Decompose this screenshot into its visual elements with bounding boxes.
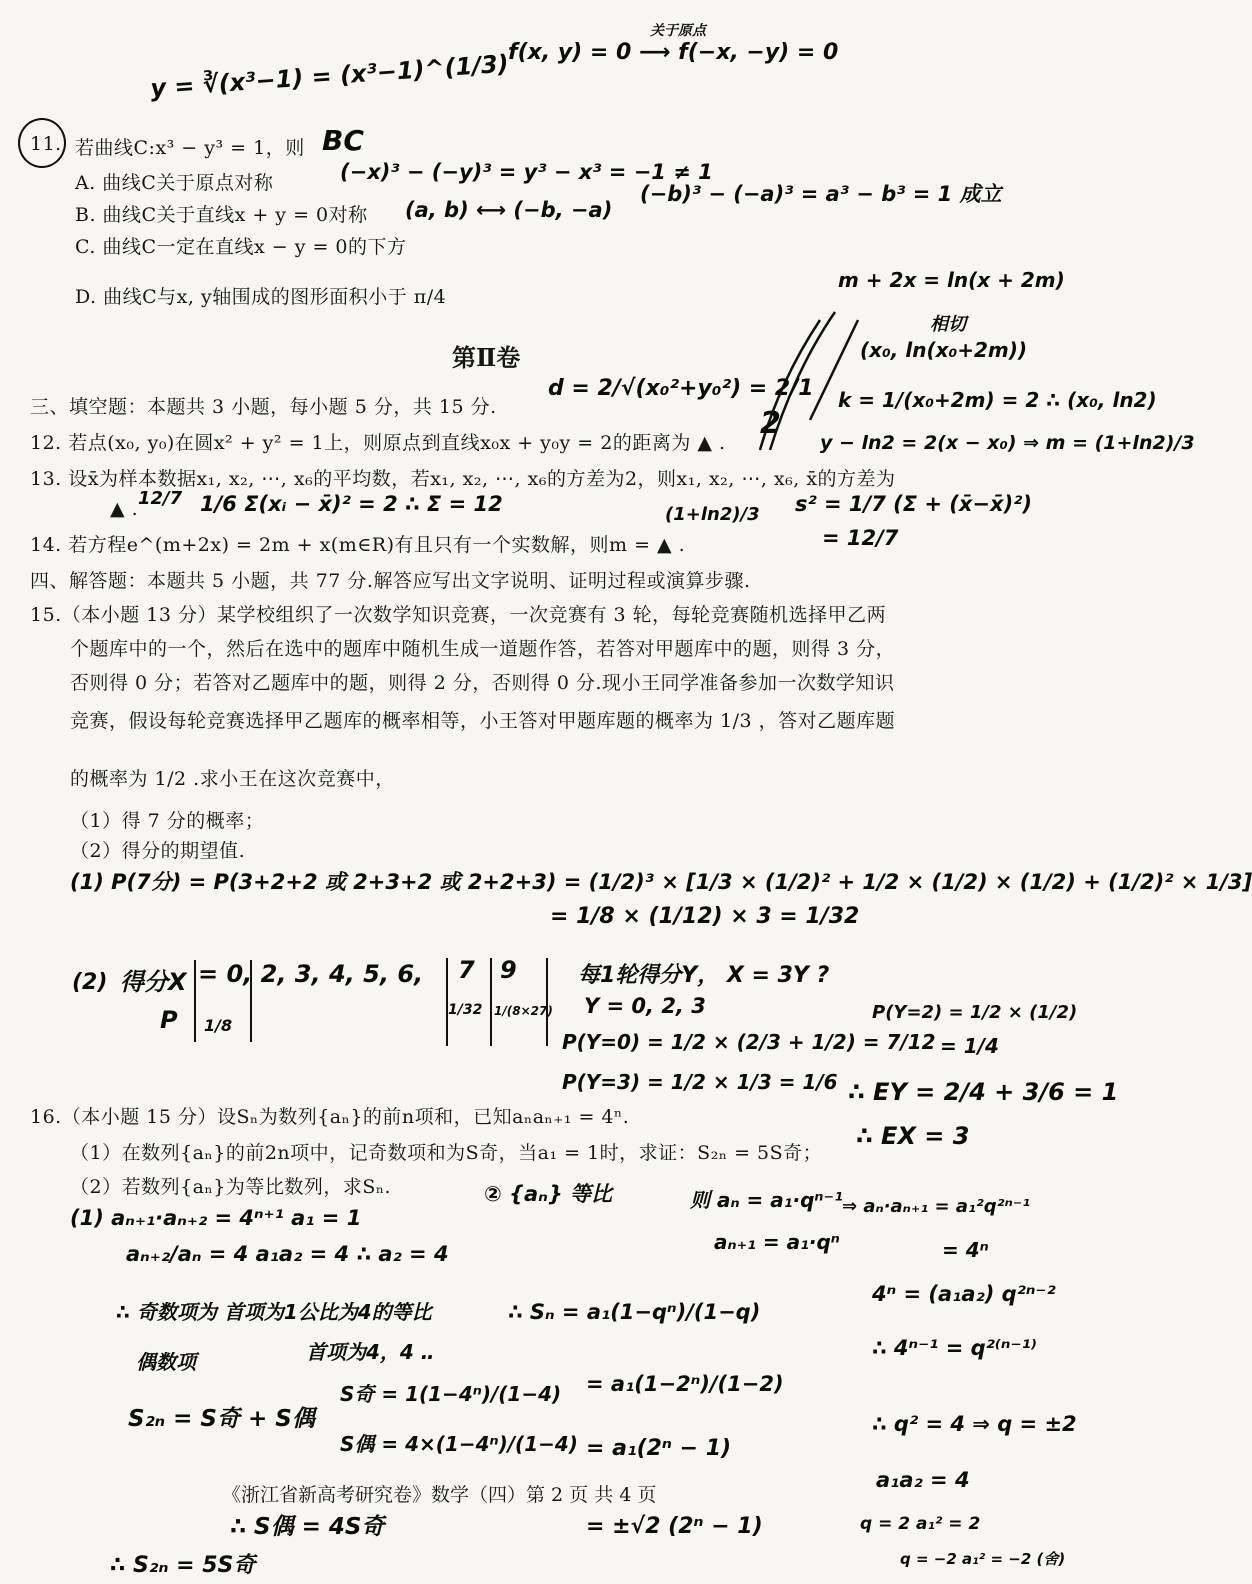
q15-line-7: （2）得分的期望值.: [70, 840, 246, 862]
hw-s16-r6: ∴ 4ⁿ⁻¹ = q²⁽ⁿ⁻¹⁾: [872, 1336, 1037, 1360]
hw-s16-9: ∴ S偶 = 4S奇: [230, 1514, 385, 1540]
hw-p2-ey: ∴ EY = 2/4 + 3/6 = 1: [848, 1078, 1119, 1106]
hw-p2-ex: ∴ EX = 3: [856, 1122, 970, 1150]
hw-p2-vals: = 0, 2, 3, 4, 5, 6,: [198, 960, 424, 988]
hw-s16-m4: = ±√2 (2ⁿ − 1): [586, 1514, 763, 1539]
hw-s16-7: S奇 = 1(1−4ⁿ)/(1−4): [340, 1382, 562, 1406]
q15-line-4: 竞赛，假设每轮竞赛选择甲乙题库的概率相等，小王答对甲题库题的概率为 1/3 ，答对乙题库题: [70, 710, 896, 732]
hw-p1-line1: (1) P(7分) = P(3+2+2 或 2+3+2 或 2+2+3) = (1/2)³ × [1/3 × (1/2)² + 1/2 × (1/2) × (1/2) + (1/2)² × 1/3]: [70, 870, 1252, 894]
q11-answer: BC: [322, 124, 364, 157]
hw-s16-m3: = a₁(2ⁿ − 1): [586, 1436, 732, 1461]
hw-s16-r4: = 4ⁿ: [942, 1238, 989, 1262]
hw-s16-5: 首项为4，4 ‥: [306, 1340, 435, 1364]
hw-p1-line2: = 1/8 × (1/12) × 3 = 1/32: [550, 904, 860, 929]
hw-table-divider-5: [546, 958, 548, 1046]
hw-p2-label: (2): [72, 970, 108, 995]
hw-table-divider-4: [490, 958, 492, 1046]
hw-right-3: (x₀, ln(x₀+2m)): [860, 338, 1028, 362]
hw-s16-m2: = a₁(1−2ⁿ)/(1−2): [586, 1372, 784, 1396]
hw-p2-r5: P(Y=2) = 1/2 × (1/2): [872, 1002, 1078, 1023]
fill-header: 三、填空题：本题共 3 小题，每小题 5 分，共 15 分.: [30, 396, 497, 418]
hw-q11-b: (a, b) ⟷ (−b, −a): [405, 198, 613, 222]
hw-right-4: k = 1/(x₀+2m) = 2 ∴ (x₀, ln2): [838, 388, 1157, 412]
hw-q12-answer: 2: [760, 406, 781, 441]
hw-top-symmetry: f(x, y) = 0 ⟶ f(−x, −y) = 0: [508, 40, 839, 65]
hw-d-formula: d = 2/√(x₀²+y₀²) = 2/1: [548, 376, 814, 401]
q12-text: 12. 若点(x₀, y₀)在圆x² + y² = 1上，则原点到直线x₀x + y₀y = 2的距离为 ▲ .: [30, 432, 726, 454]
hw-p2-r6: = 1/4: [940, 1034, 999, 1058]
hw-table-divider-1: [194, 960, 196, 1042]
hw-q13-answer: 12/7: [138, 488, 183, 509]
hw-s16-2: aₙ₊₂/aₙ = 4 a₁a₂ = 4 ∴ a₂ = 4: [126, 1242, 449, 1266]
solve-header: 四、解答题：本题共 5 小题，共 77 分.解答应写出文字说明、证明过程或演算步骤.: [30, 570, 751, 592]
hw-s16-r3: ⇒ aₙ·aₙ₊₁ = a₁²q²ⁿ⁻¹: [842, 1196, 1031, 1217]
hw-s16-1: (1) aₙ₊₁·aₙ₊₂ = 4ⁿ⁺¹ a₁ = 1: [70, 1206, 362, 1230]
hw-s16-r5: 4ⁿ = (a₁a₂) q²ⁿ⁻²: [872, 1282, 1056, 1306]
q15-line-3: 否则得 0 分；若答对乙题库中的题，则得 2 分，否则得 0 分.现小王同学准备参加一次数学知识: [70, 672, 895, 694]
q11-option-b: B. 曲线C关于直线x + y = 0对称: [75, 204, 368, 226]
hw-p2-p9: 1/(8×27): [494, 1004, 553, 1018]
hw-q14-answer: (1+ln2)/3: [665, 504, 760, 525]
q15-line-1: 15.（本小题 13 分）某学校组织了一次数学知识竞赛，一次竞赛有 3 轮，每轮竞赛随机选择甲乙两: [30, 604, 887, 626]
hw-q13-s2-1: s² = 1/7 (Σ + (x̄−x̄)²): [795, 492, 1032, 516]
q16-line-1: 16.（本小题 15 分）设Sₙ为数列{aₙ}的前n项和，已知aₙaₙ₊₁ = 4ⁿ.: [30, 1106, 630, 1128]
page-footer: 《浙江省新高考研究卷》数学（四）第 2 页 共 4 页: [222, 1484, 657, 1506]
hw-s16-r1: 则 aₙ = a₁·qⁿ⁻¹: [690, 1188, 843, 1212]
hw-s16-4: 偶数项: [136, 1350, 196, 1374]
hw-p2-p7: 1/32: [448, 1002, 483, 1018]
q13-text-b: ▲ .: [110, 498, 139, 520]
q11-stem: 若曲线C:x³ − y³ = 1，则: [75, 137, 305, 159]
hw-p2-v7: 7: [458, 956, 475, 984]
hw-p2-r3: P(Y=0) = 1/2 × (2/3 + 1/2) = 7/12: [562, 1030, 936, 1054]
hw-p2-r4: P(Y=3) = 1/2 × 1/3 = 1/6: [562, 1070, 838, 1094]
q16-line-3: （2）若数列{aₙ}为等比数列，求Sₙ.: [70, 1176, 392, 1198]
hw-p2-v9: 9: [500, 956, 517, 984]
section-title: 第Ⅱ卷: [452, 343, 521, 372]
hw-s16-10: ∴ S₂ₙ = 5S奇: [110, 1553, 256, 1578]
hw-p2-r2: Y = 0, 2, 3: [584, 994, 706, 1018]
q13-text-a: 13. 设x̄为样本数据x₁, x₂, ⋯, x₆的平均数，若x₁, x₂, ⋯, x₆的方差为2，则x₁, x₂, ⋯, x₆, x̄的方差为: [30, 468, 896, 490]
hw-s16-6: S₂ₙ = S奇 + S偶: [128, 1406, 315, 1432]
q11-option-d: D. 曲线C与x, y轴围成的图形面积小于 π/4: [75, 286, 447, 308]
hw-s16-r7: ∴ q² = 4 ⇒ q = ±2: [872, 1412, 1077, 1436]
hw-p2-p: P: [160, 1006, 178, 1034]
hw-s16-3: ∴ 奇数项为 首项为1公比为4的等比: [116, 1300, 432, 1324]
hw-p2-p0: 1/8: [204, 1016, 233, 1035]
hw-p2-var: 得分X: [120, 968, 187, 996]
hw-p2-r1: 每1轮得分Y， X = 3Y ?: [578, 963, 830, 988]
hw-q11-a: (−x)³ − (−y)³ = y³ − x³ = −1 ≠ 1: [340, 160, 713, 184]
hw-q13-s2-2: = 12/7: [822, 526, 899, 550]
q15-line-5: 的概率为 1/2 .求小王在这次竞赛中，: [70, 768, 395, 790]
q11-number: 11.: [30, 133, 62, 155]
q11-option-a: A. 曲线C关于原点对称: [75, 172, 274, 194]
q15-line-6: （1）得 7 分的概率；: [70, 810, 265, 832]
hw-right-5: y − ln2 = 2(x − x₀) ⇒ m = (1+ln2)/3: [820, 432, 1195, 454]
hw-q13-work: 1/6 Σ(xᵢ − x̄)² = 2 ∴ Σ = 12: [200, 492, 503, 516]
hw-s16-m1: ∴ Sₙ = a₁(1−qⁿ)/(1−q): [508, 1300, 761, 1324]
hw-s16-m0: ② {aₙ} 等比: [484, 1182, 613, 1206]
hw-top-symmetry-label: 关于原点: [650, 23, 706, 39]
q16-line-2: （1）在数列{aₙ}的前2n项中，记奇数项和为S奇，当a₁ = 1时，求证：S₂ₙ = 5S奇；: [70, 1142, 823, 1164]
q14-text: 14. 若方程e^(m+2x) = 2m + x(m∈R)有且只有一个实数解，则m = ▲ .: [30, 534, 686, 556]
hw-right-2: 相切: [930, 314, 966, 335]
hw-s16-r2: aₙ₊₁ = a₁·qⁿ: [714, 1230, 840, 1254]
hw-q11-c: (−b)³ − (−a)³ = a³ − b³ = 1 成立: [640, 182, 1002, 206]
hw-s16-r9: q = 2 a₁² = 2: [860, 1514, 981, 1534]
hw-s16-r10: q = −2 a₁² = −2 (舍): [900, 1550, 1066, 1568]
q11-option-c: C. 曲线C一定在直线x − y = 0的下方: [75, 236, 407, 258]
hw-s16-r8: a₁a₂ = 4: [876, 1468, 970, 1492]
q15-line-2: 个题库中的一个，然后在选中的题库中随机生成一道题作答，若答对甲题库中的题，则得 3 分，: [70, 638, 896, 660]
hw-s16-8: S偶 = 4×(1−4ⁿ)/(1−4): [340, 1432, 578, 1456]
hw-right-1: m + 2x = ln(x + 2m): [838, 268, 1065, 292]
hw-top-curve: y = ∛(x³−1) = (x³−1)^(1/3): [149, 49, 510, 103]
